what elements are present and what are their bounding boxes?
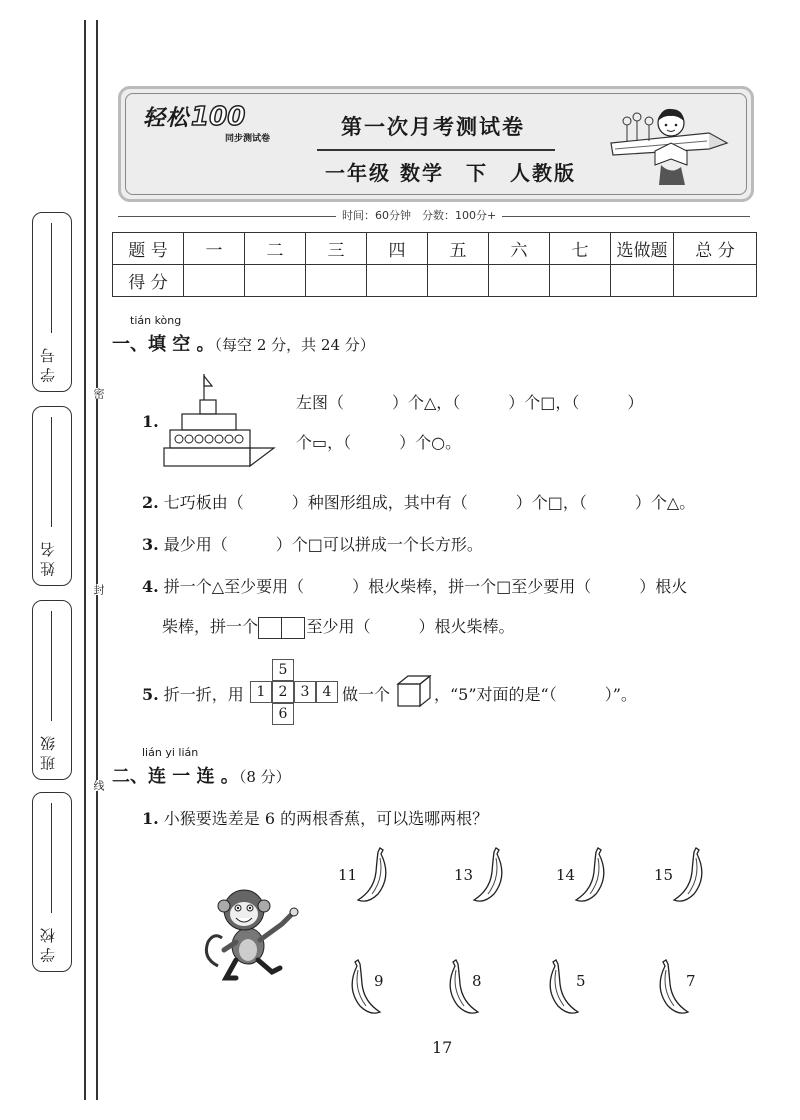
table-header-cell: 题 号 (113, 233, 184, 265)
table-row (113, 233, 757, 265)
class-field[interactable] (32, 600, 72, 780)
q1-text-line1: 左图（ ）个△，（ ）个□，（ ） (296, 393, 644, 412)
section1-title: 一、填 空 。（每空 2 分，共 24 分） (112, 334, 375, 355)
banana-number: 9 (374, 972, 384, 990)
score-input-cell[interactable] (306, 265, 367, 297)
table-header-cell: 五 (428, 233, 489, 265)
table-header-cell: 一 (184, 233, 245, 265)
banana-number: 7 (686, 972, 696, 990)
table-header-cell: 七 (550, 233, 611, 265)
page-number: 17 (432, 1038, 453, 1057)
section2-question-1: 1. 小猴要选差是 6 的两根香蕉，可以选哪两根？ (142, 809, 489, 828)
banana-number: 11 (338, 866, 358, 884)
banana-number: 15 (654, 866, 674, 884)
score-table (112, 232, 757, 297)
question-5-a: 5. 折一折，用 (142, 685, 244, 704)
score-input-cell[interactable] (611, 265, 674, 297)
banana-number: 8 (472, 972, 482, 990)
table-row-label: 得 分 (113, 265, 184, 297)
field-underline (51, 223, 52, 333)
table-header-cell: 二 (245, 233, 306, 265)
score-input-cell[interactable] (367, 265, 428, 297)
table-header-cell: 六 (489, 233, 550, 265)
time-score-info: 时间：60分钟 分数：100分+ (336, 207, 502, 223)
school-field[interactable] (32, 792, 72, 972)
score-input-cell[interactable] (428, 265, 489, 297)
name-field[interactable] (32, 406, 72, 586)
binding-line-outer (84, 20, 86, 1100)
banana-icon[interactable] (468, 846, 508, 906)
brand-logo: 轻松100 同步测试卷 (143, 102, 271, 144)
table-row (113, 265, 757, 297)
student-number-field[interactable] (32, 212, 72, 392)
section2-pinyin: lián yi lián (142, 746, 199, 759)
banana-icon[interactable] (668, 846, 708, 906)
exam-subtitle: 一年级 数学 下 人教版 (325, 161, 576, 185)
binding-line-inner (96, 20, 98, 1100)
field-label: 姓 名 (39, 542, 57, 577)
field-label: 班 级 (39, 736, 57, 771)
field-label: 学 号 (39, 348, 57, 383)
table-header-cell: 选做题 (611, 233, 674, 265)
cut-mark-feng: 封 (92, 584, 105, 595)
banana-icon[interactable] (352, 846, 392, 906)
section1-pinyin: tián kòng (130, 314, 182, 327)
banana-number: 14 (556, 866, 576, 884)
q1-text-line2: 个▭，（ ）个○。 (296, 433, 462, 452)
question-4-line2: 柴棒，拼一个 至少用（ ）根火柴棒。 (162, 614, 515, 639)
score-input-cell[interactable] (184, 265, 245, 297)
boat-figure (160, 372, 278, 470)
field-underline (51, 611, 52, 721)
question-5-c: ，“5”对面的是“（ ）”。 (434, 685, 637, 704)
boy-reading-illustration (609, 103, 733, 189)
score-input-cell[interactable] (245, 265, 306, 297)
banana-icon[interactable] (570, 846, 610, 906)
cut-mark-xian: 线 (92, 780, 105, 791)
field-label: 学 校 (39, 928, 57, 963)
table-header-cell: 总 分 (674, 233, 757, 265)
double-square-figure (258, 617, 282, 639)
field-underline (51, 803, 52, 913)
score-input-cell[interactable] (489, 265, 550, 297)
banana-number: 13 (454, 866, 474, 884)
exam-title: 第一次月考测试卷 (341, 114, 525, 139)
section2-title: 二、连 一 连 。（8 分） (112, 766, 291, 787)
banana-number: 5 (576, 972, 586, 990)
question-number: 1. (142, 412, 159, 431)
field-underline (51, 417, 52, 527)
cut-mark-mi: 密 (92, 388, 105, 399)
cube-icon (396, 674, 432, 708)
monkey-illustration (200, 880, 308, 984)
question-2: 2. 七巧板由（ ）种图形组成，其中有（ ）个□，（ ）个△。 (142, 493, 696, 512)
question-4-line1: 4. 拼一个△至少要用（ ）根火柴棒，拼一个□至少要用（ ）根火 (142, 577, 688, 596)
score-input-cell[interactable] (550, 265, 611, 297)
score-input-cell[interactable] (674, 265, 757, 297)
table-header-cell: 三 (306, 233, 367, 265)
exam-header (118, 86, 754, 202)
question-5-b: 做一个 (342, 685, 391, 704)
table-header-cell: 四 (367, 233, 428, 265)
question-3: 3. 最少用（ ）个□可以拼成一个长方形。 (142, 535, 483, 554)
